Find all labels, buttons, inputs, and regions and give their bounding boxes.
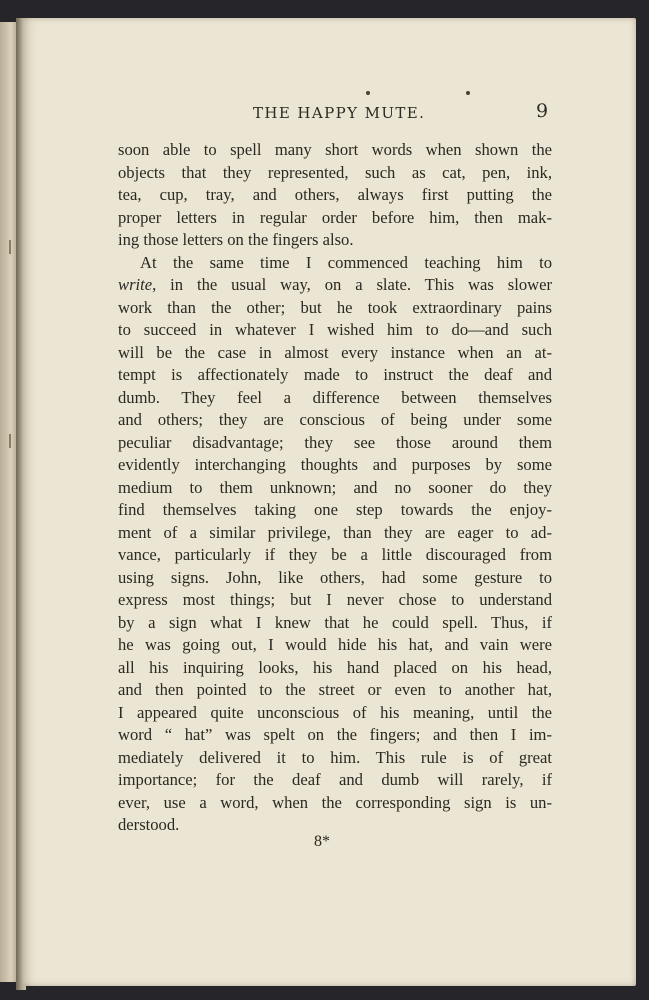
text-line: proper letters in regular order before him, then mak- <box>118 207 552 227</box>
text-line: and others; they are conscious of being under some <box>118 410 552 429</box>
text-line: peculiar disadvantage; they see those around them <box>118 432 552 452</box>
binding-stitch <box>9 434 11 448</box>
signature-mark: 8* <box>314 833 330 850</box>
text-line: and then pointed to the street or even to another hat, <box>118 680 552 699</box>
text-line: soon able to spell many short words when shown the <box>118 140 552 159</box>
text-line: will be the case in almost every instance when an at- <box>118 342 552 362</box>
text-line: word “ hat” was spelt on the fingers; and then I im- <box>118 725 552 744</box>
text-line: all his inquiring looks, his hand placed on his head, <box>118 657 552 677</box>
text-line: tempt is affectionately made to instruct the deaf and <box>118 365 552 384</box>
text-line: vance, particularly if they be a little discouraged from <box>118 545 552 564</box>
ink-speck <box>366 91 370 95</box>
text-line: to succeed in whatever I wished him to do—and such <box>118 320 552 339</box>
text-line: tea, cup, tray, and others, always first putting the <box>118 185 552 204</box>
text-line: importance; for the deaf and dumb will rarely, if <box>118 770 552 789</box>
text-line: At the same time I commenced teaching him to <box>140 252 552 272</box>
text-line: objects that they represented, such as cat, pen, ink, <box>118 162 552 182</box>
text-line: evidently interchanging thoughts and purposes by some <box>118 455 552 474</box>
text-line: work than the other; but he took extraordinary pains <box>118 297 552 317</box>
binding-stitch <box>9 240 11 254</box>
text-line: express most things; but I never chose to understand <box>118 590 552 609</box>
text-line: write, in the usual way, on a slate. This was slower <box>118 275 552 294</box>
running-header: THE HAPPY MUTE. <box>253 104 426 122</box>
text-line: medium to them unknown; and no sooner do they <box>118 477 552 497</box>
text-line: using signs. John, like others, had some gesture to <box>118 567 552 587</box>
text-line: find themselves taking one step towards the enjoy- <box>118 500 552 519</box>
text-line: ing those letters on the fingers also. <box>118 230 354 249</box>
text-line: he was going out, I would hide his hat, and vain were <box>118 635 552 654</box>
text-line: dumb. They feel a difference between themselves <box>118 387 552 407</box>
text-line: derstood. <box>118 815 180 834</box>
page-number: 9 <box>536 100 549 122</box>
text-line: ment of a similar privilege, than they are eager to ad- <box>118 522 552 542</box>
text-line: by a sign what I knew that he could spell. Thus, if <box>118 612 552 632</box>
text-line: ever, use a word, when the corresponding sign is un- <box>118 792 552 812</box>
text-line: I appeared quite unconscious of his meaning, until the <box>118 702 552 722</box>
page-body-text <box>118 139 552 837</box>
ink-speck <box>466 91 470 95</box>
text-line: mediately delivered it to him. This rule is of great <box>118 747 552 767</box>
emphasized-word: write <box>118 275 153 294</box>
